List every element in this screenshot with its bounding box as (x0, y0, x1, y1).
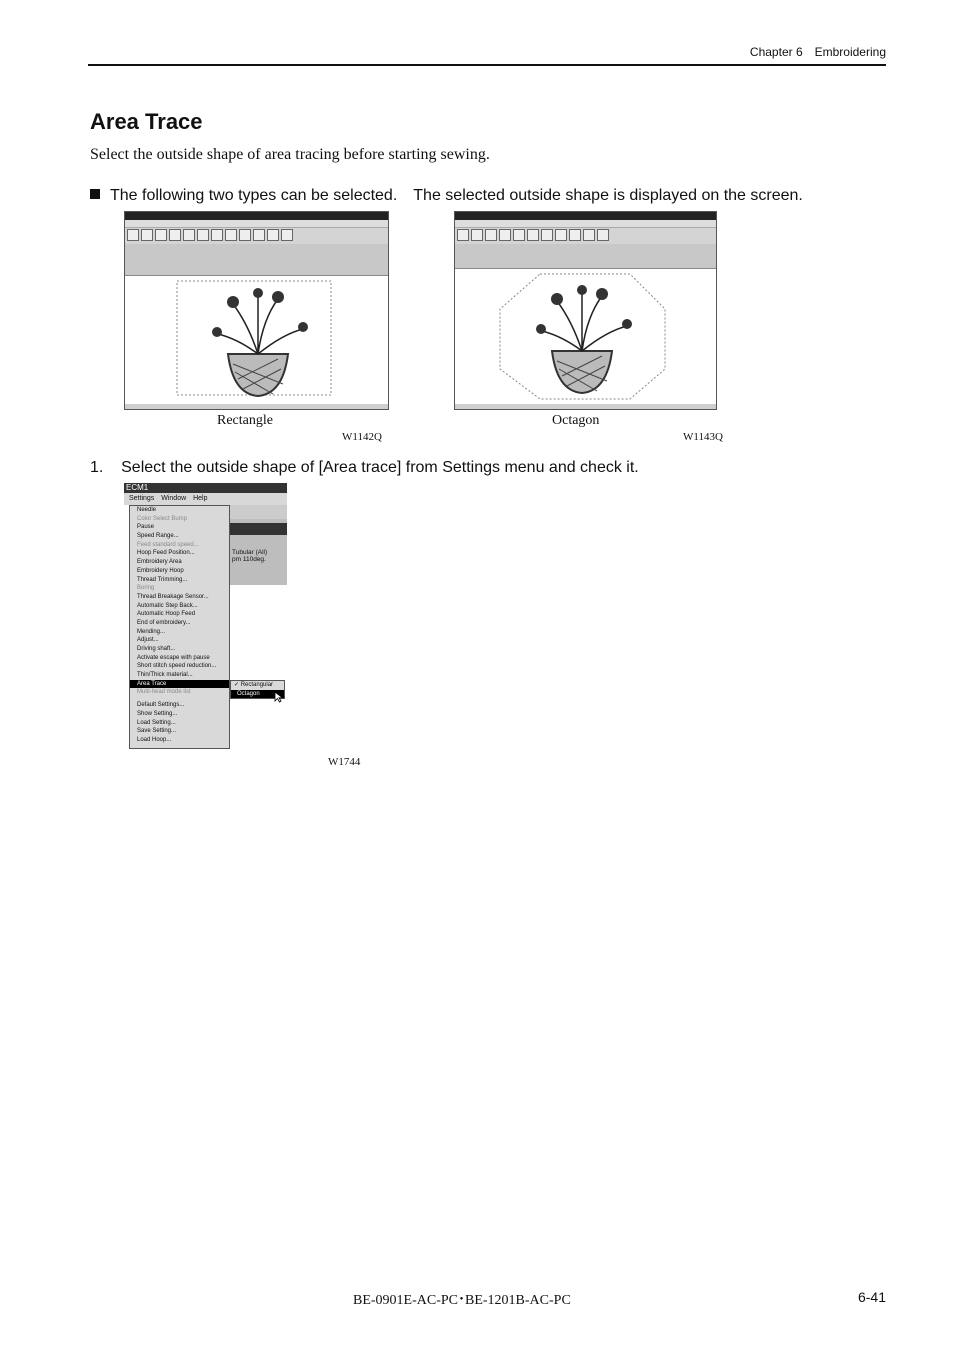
figure-code-menu: W1744 (328, 756, 361, 768)
design-preview (455, 269, 714, 404)
list-icon (183, 229, 195, 241)
move-icon (169, 229, 181, 241)
menu-item[interactable]: Load Hoop... (137, 736, 172, 743)
page-number: 6-41 (857, 1289, 886, 1305)
window-title: ECM1 (124, 483, 287, 493)
menu-item[interactable]: Adjust... (137, 637, 159, 644)
step-number: 1. (90, 459, 104, 476)
menu-item[interactable]: Automatic Hoop Feed (137, 611, 196, 618)
menu-window[interactable]: Window (161, 495, 187, 502)
background-text-2: pm 110deg. (232, 556, 266, 563)
design-canvas (455, 269, 716, 404)
menu-item[interactable]: Pause (137, 524, 155, 531)
flower-basket-image (212, 288, 308, 396)
close-icon (555, 229, 567, 241)
menu-items (130, 506, 229, 745)
menu-item[interactable]: Load Setting... (137, 719, 176, 726)
close-icon (225, 229, 237, 241)
zoom-in-icon (127, 229, 139, 241)
menu-item[interactable]: Hoop Feed Position... (137, 550, 195, 557)
window-toolbar (125, 228, 388, 244)
submenu-octagon[interactable]: Octagon (231, 690, 284, 699)
figure-code-rectangle: W1142Q (342, 431, 382, 443)
menu-item[interactable]: Needle (137, 507, 157, 513)
menu-help[interactable]: Help (193, 495, 208, 502)
menu-settings[interactable]: Settings (129, 495, 155, 502)
figure-caption-octagon: Octagon (552, 413, 600, 428)
help-icon (281, 229, 293, 241)
submenu-rectangular[interactable]: ✓ Rectangular (234, 682, 274, 688)
rectangle-screenshot (124, 211, 389, 410)
window-titlebar (455, 212, 716, 220)
menu-item[interactable]: Feed standard speed... (137, 541, 199, 548)
menu-item[interactable]: Area Trace (130, 680, 229, 689)
zoom-in-icon (457, 229, 469, 241)
status-panel (125, 244, 388, 276)
bullet-text: The following two types can be selected. The selected outside shape is displayed on the screen. (110, 187, 803, 204)
background-window (230, 505, 287, 585)
monitor-icon (211, 229, 223, 241)
menu-item[interactable]: End of embroidery... (137, 619, 191, 626)
menu-item[interactable]: Default Settings... (137, 702, 185, 709)
menu-item[interactable]: Boring (137, 585, 155, 592)
window-titlebar (125, 212, 388, 220)
menu-item[interactable]: Color Select Bump (137, 515, 188, 522)
background-toolbar (230, 505, 287, 519)
page-icon (485, 229, 497, 241)
menu-item[interactable]: Mending... (137, 628, 166, 635)
menu-item[interactable]: Speed Range... (137, 533, 179, 540)
flower-basket-image (536, 285, 632, 393)
menu-bar (124, 493, 287, 505)
octagon-screenshot (454, 211, 717, 410)
step-text: Select the outside shape of [Area trace] from Settings menu and check it. (121, 459, 639, 476)
needle-icon (527, 229, 539, 241)
status-panel (455, 244, 716, 269)
menu-item[interactable]: Thread Trimming... (137, 576, 188, 583)
settings-menu-screenshot (124, 483, 287, 749)
background-panel-bar (230, 523, 287, 535)
menu-item[interactable]: Short stitch speed reduction... (137, 663, 217, 670)
zoom-out-icon (141, 229, 153, 241)
menu-item[interactable]: Driving shaft... (137, 646, 176, 652)
background-text-1: Tubular (All) (232, 549, 268, 556)
grid-icon (583, 229, 595, 241)
window-menubar (125, 220, 388, 228)
design-preview (125, 276, 386, 404)
move-icon (499, 229, 511, 241)
menu-item[interactable]: Thread Breakage Sensor... (137, 593, 209, 600)
footer-models: BE-0901E-AC-PC･BE-1201B-AC-PC (353, 1293, 571, 1308)
mouse-cursor-icon (274, 691, 284, 703)
window-menubar (455, 220, 716, 228)
menu-item[interactable]: Automatic Step Back... (137, 602, 198, 609)
chapter-header: Chapter 6 Embroidering (749, 45, 886, 59)
figure-code-octagon: W1143Q (683, 431, 723, 443)
menu-item[interactable]: Embroidery Area (137, 559, 182, 566)
grid-icon (253, 229, 265, 241)
menu-item[interactable]: Multi-head mode list (137, 689, 191, 696)
monitor-icon (541, 229, 553, 241)
window-toolbar (455, 228, 716, 244)
menu-item[interactable]: Embroidery Hoop (137, 567, 184, 574)
stop-icon (569, 229, 581, 241)
section-intro: Select the outside shape of area tracing before starting sewing. (90, 146, 490, 163)
section-title: Area Trace (90, 109, 203, 134)
figure-caption-rectangle: Rectangle (217, 413, 273, 428)
bullet-square-icon (90, 189, 100, 199)
menu-item[interactable]: Save Setting... (137, 728, 177, 735)
design-canvas (125, 276, 388, 404)
list-icon (513, 229, 525, 241)
stop-icon (239, 229, 251, 241)
needle-icon (197, 229, 209, 241)
scissors-icon (267, 229, 279, 241)
header-rule (88, 64, 886, 66)
page-icon (155, 229, 167, 241)
zoom-out-icon (471, 229, 483, 241)
help-icon (597, 229, 609, 241)
bullet-note (90, 187, 803, 205)
menu-item[interactable]: Thin/Thick material... (137, 672, 193, 679)
menu-item[interactable]: Activate escape with pause (137, 654, 210, 661)
step-1 (90, 459, 639, 477)
menu-item[interactable]: Show Setting... (137, 710, 178, 717)
settings-dropdown (129, 505, 230, 749)
